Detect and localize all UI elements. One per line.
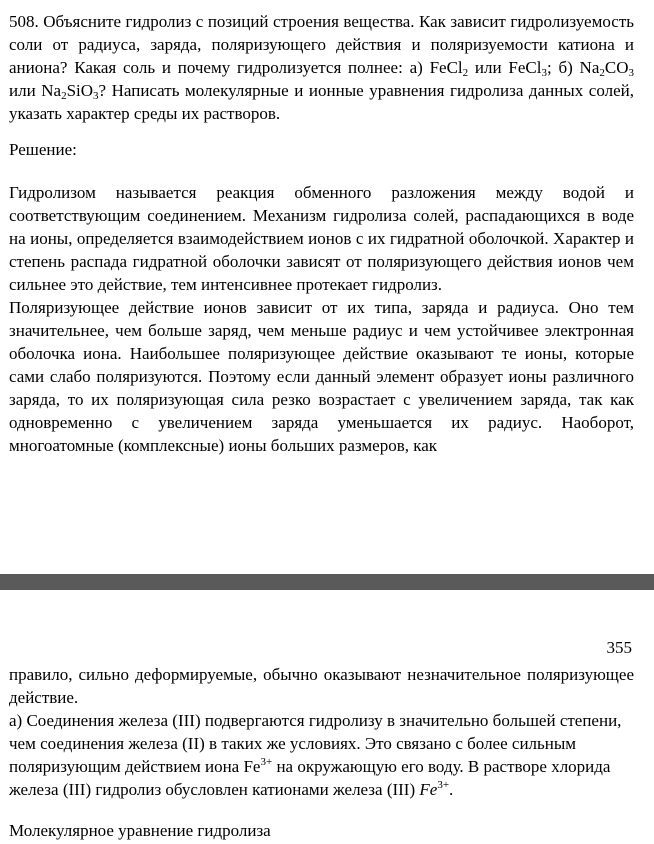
question-part: Объясните гидролиз с позиций строения вещества. Как зависит гидролизуемость соли от радиуса, заряда, поляризующего действия и поляризуемости катиона и аниона? Какая соль и почему гидролизуется полнее: а) FeCl [9,12,635,77]
subscript: 3 [93,90,99,102]
page-bottom [0,590,654,844]
paragraph-continuation: правило, сильно деформируемые, обычно оказывают незначительное поляризующее действие. [9,665,634,707]
italic-ion: Fe [419,780,438,799]
question-part: ? Написать молекулярные и ионные уравнения гидролиза данных солей, указать характер среды их растворов. [9,81,634,123]
subscript: 2 [462,67,469,79]
part-a-segment: на окружающую его воду. В растворе хлорида железа (III) гидролиз обусловлен катионами железа (III) [9,757,611,799]
part-a-segment: а) Соединения железа (III) подвергаются гидролизу в значительно большей степени, чем соединения железа (II) в таких же условиях. Это связано с более сильным поляризующим действием иона Fe [9,711,622,776]
question-text [9,10,634,125]
solution-heading: Решение: [9,140,77,159]
body-text [9,181,634,457]
question-part: ; б) Na [546,58,600,77]
subscript: 3 [628,67,635,79]
page-separator [0,574,654,590]
paragraph-hydrolysis: Гидролизом называется реакция обменного разложения между водой и соответствующим соединением. Механизм гидролиза солей, распадающихся в воде на ионы, определяется взаимодействием ионов с их гидратной оболочкой. Характер и степень распада гидратной оболочки зависят от поляризующего действия ионов чем сильнее это действие, тем интенсивнее протекает гидролиз. [9,183,634,294]
subscript: 3 [541,67,547,79]
page-number: 355 [606,638,632,657]
question-part: или Na [9,81,62,100]
part-a-text [9,709,634,801]
continued-text [9,663,634,709]
question-part: SiO [66,81,94,100]
part-a-segment: . [449,780,454,799]
molecular-equation-heading: Молекулярное уравнение гидролиза [9,821,271,840]
question-part: CO [604,58,629,77]
question-part: или FeCl [468,58,542,77]
subscript: 2 [599,67,605,79]
superscript: 3+ [437,779,450,791]
superscript: 3+ [260,756,273,768]
subscript: 2 [61,90,67,102]
paragraph-polarizing: Поляризующее действие ионов зависит от их типа, заряда и радиуса. Оно тем значительнее, чем больше заряд, чем меньше радиус и чем устойчивее электронная оболочка иона. Наибольшее поляризующее действие оказывают те ионы, которые сами слабо поляризуются. Поэтому если данный элемент образует ионы различного заряда, то их поляризующая сила резко возрастает с увеличением заряда, так как одновременно с увеличением заряда уменьшается их радиус. Наоборот, многоатомные (комплексные) ионы больших размеров, как [9,298,634,455]
question-number: 508. [9,12,39,31]
